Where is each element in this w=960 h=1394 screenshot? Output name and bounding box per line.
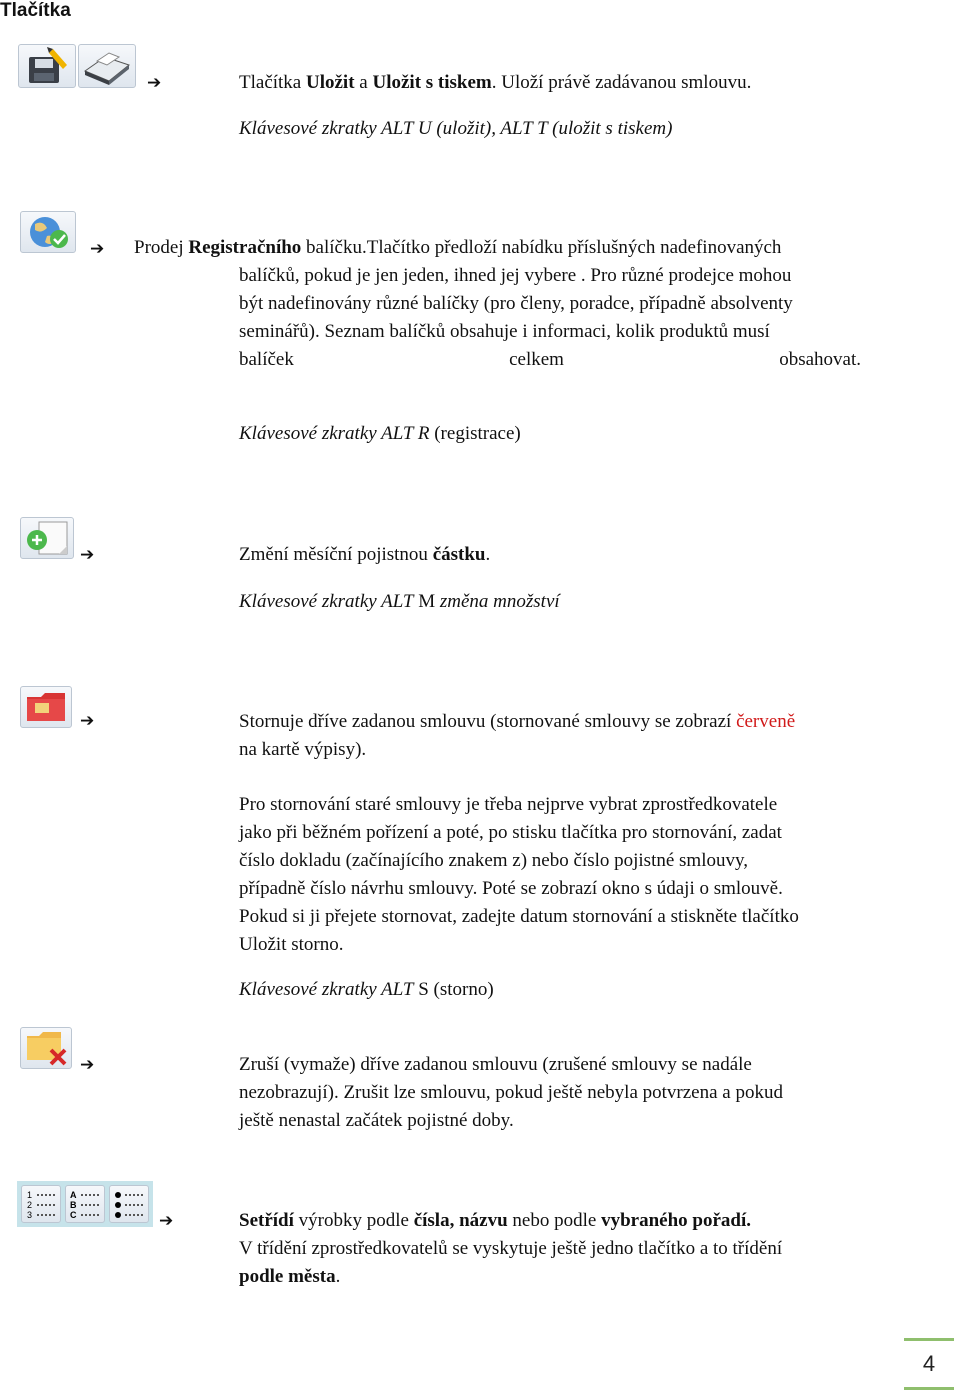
svg-text:1: 1 xyxy=(27,1190,33,1200)
registration-description-line-5: balíček celkem obsahovat. xyxy=(239,349,861,370)
change-amount-icon[interactable] xyxy=(20,517,74,559)
arrow-icon: ➔ xyxy=(90,239,105,259)
save-buttons-group xyxy=(18,44,136,88)
delete-contract-icon[interactable] xyxy=(20,1027,72,1069)
svg-text:3: 3 xyxy=(27,1210,33,1220)
sort-by-order-icon[interactable] xyxy=(109,1185,149,1223)
save-description: Tlačítka Uložit a Uložit s tiskem. Uloží právě zadávanou smlouvu. xyxy=(239,72,752,93)
delete-description-line-3: ještě nenastal začátek pojistné doby. xyxy=(239,1110,514,1131)
registration-description-line-4: seminářů). Seznam balíčků obsahuje i informaci, kolik produktů musí xyxy=(239,321,770,342)
sort-by-name-icon[interactable] xyxy=(65,1185,105,1223)
cancel-contract-icon[interactable] xyxy=(20,686,72,728)
save-shortcuts: Klávesové zkratky ALT U (uložit), ALT T (uložit s tiskem) xyxy=(239,118,673,139)
cancel-instructions-line-5: Pokud si ji přejete stornovat, zadejte datum stornování a stiskněte tlačítko xyxy=(239,906,799,927)
print-icon[interactable] xyxy=(78,44,136,88)
cancel-instructions-line-3: číslo dokladu (začínajícího znakem z) nebo číslo pojistné smlouvy, xyxy=(239,850,748,871)
svg-text:2: 2 xyxy=(27,1200,33,1210)
delete-description-line-2: nezobrazují). Zrušit lze smlouvu, pokud ještě nebyla potvrzena a pokud xyxy=(239,1082,783,1103)
cancel-instructions-line-6: Uložit storno. xyxy=(239,934,344,955)
sort-description-line-2: V třídění zprostředkovatelů se vyskytuje ještě jedno tlačítko a to třídění xyxy=(239,1238,783,1259)
cancel-description-line-1: Stornuje dříve zadanou smlouvu (stornované smlouvy se zobrazí červeně xyxy=(239,711,796,732)
change-amount-description: Změní měsíční pojistnou částku. xyxy=(239,544,491,565)
sort-buttons-group xyxy=(17,1181,153,1227)
registration-description-line-3: být nadefinovány různé balíčky (pro členy, poradce, případně absolventy xyxy=(239,293,793,314)
delete-description-line-1: Zruší (vymaže) dříve zadanou smlouvu (zrušené smlouvy se nadále xyxy=(239,1054,752,1075)
cancel-instructions-line-4: případně číslo návrhu smlouvy. Poté se zobrazí okno s údaji o smlouvě. xyxy=(239,878,783,899)
cancel-instructions-line-2: jako při běžném pořízení a poté, po stisku tlačítka pro stornování, zadat xyxy=(239,822,782,843)
page-number: 4 xyxy=(904,1338,954,1390)
sort-by-number-icon[interactable] xyxy=(21,1185,61,1223)
sort-description-line-1: Setřídí výrobky podle čísla, názvu nebo podle vybraného pořadí. xyxy=(239,1210,751,1231)
svg-text:C: C xyxy=(70,1210,77,1220)
registration-description-line-1: Prodej Registračního balíčku.Tlačítko předloží nabídku příslušných nadefinovaných xyxy=(134,237,782,258)
registration-shortcuts: Klávesové zkratky ALT R (registrace) xyxy=(239,423,521,444)
svg-text:B: B xyxy=(70,1200,77,1210)
cancel-description-line-2: na kartě výpisy). xyxy=(239,739,367,760)
svg-text:A: A xyxy=(70,1190,77,1200)
arrow-icon: ➔ xyxy=(80,1055,95,1075)
cancel-instructions-line-1: Pro stornování staré smlouvy je třeba nejprve vybrat zprostředkovatele xyxy=(239,794,778,815)
registration-description-line-2: balíčků, pokud je jen jeden, ihned jej vybere . Pro různé prodejce mohou xyxy=(239,265,792,286)
arrow-icon: ➔ xyxy=(80,545,95,565)
cancel-shortcuts: Klávesové zkratky ALT S (storno) xyxy=(239,979,494,1000)
arrow-icon: ➔ xyxy=(80,711,95,731)
sort-description-line-3: podle města. xyxy=(239,1266,341,1287)
globe-check-icon[interactable] xyxy=(20,211,76,253)
page-heading: Tlačítka xyxy=(0,0,71,21)
arrow-icon: ➔ xyxy=(147,73,162,93)
save-icon[interactable] xyxy=(18,44,76,88)
arrow-icon: ➔ xyxy=(159,1211,174,1231)
change-amount-shortcuts: Klávesové zkratky ALT M změna množství xyxy=(239,591,560,612)
